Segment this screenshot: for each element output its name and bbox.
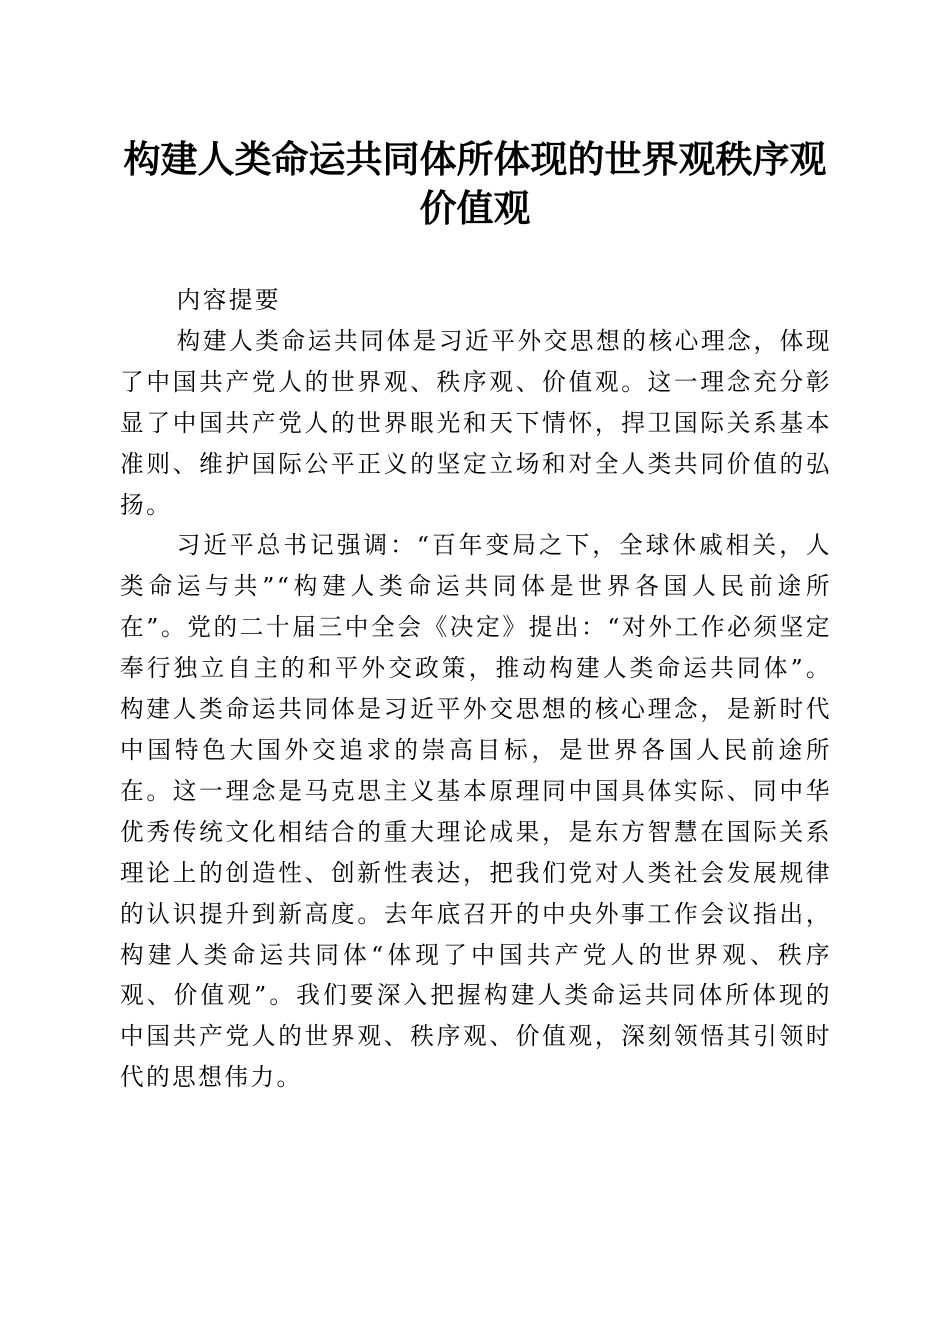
document-body bbox=[120, 280, 832, 1098]
body-paragraph: 习近平总书记强调：“百年变局之下，全球休戚相关，人类命运与共”“构建人类命运共同体是世界各国人民前途所在”。党的二十届三中全会《决定》提出：“对外工作必须坚定奉行独立自主的和平外交政策，推动构建人类命运共同体”。构建人类命运共同体是习近平外交思想的核心理念，是新时代中国特色大国外交追求的崇高目标，是世界各国人民前途所在。这一理念是马克思主义基本原理同中国具体实际、同中华优秀传统文化相结合的重大理论成果，是东方智慧在国际关系理论上的创造性、创新性表达，把我们党对人类社会发展规律的认识提升到新高度。去年底召开的中央外事工作会议指出，构建人类命运共同体“体现了中国共产党人的世界观、秩序观、价值观”。我们要深入把握构建人类命运共同体所体现的中国共产党人的世界观、秩序观、价值观，深刻领悟其引领时代的思想伟力。 bbox=[120, 531, 832, 1092]
summary-paragraph: 构建人类命运共同体是习近平外交思想的核心理念，体现了中国共产党人的世界观、秩序观、价值观。这一理念充分彰显了中国共产党人的世界眼光和天下情怀，捍卫国际关系基本准则、维护国际公平正义的坚定立场和对全人类共同价值的弘扬。 bbox=[120, 326, 832, 519]
document-title: 构建人类命运共同体所体现的世界观秩序观价值观 bbox=[123, 137, 827, 230]
summary-heading: 内容提要 bbox=[176, 286, 281, 314]
